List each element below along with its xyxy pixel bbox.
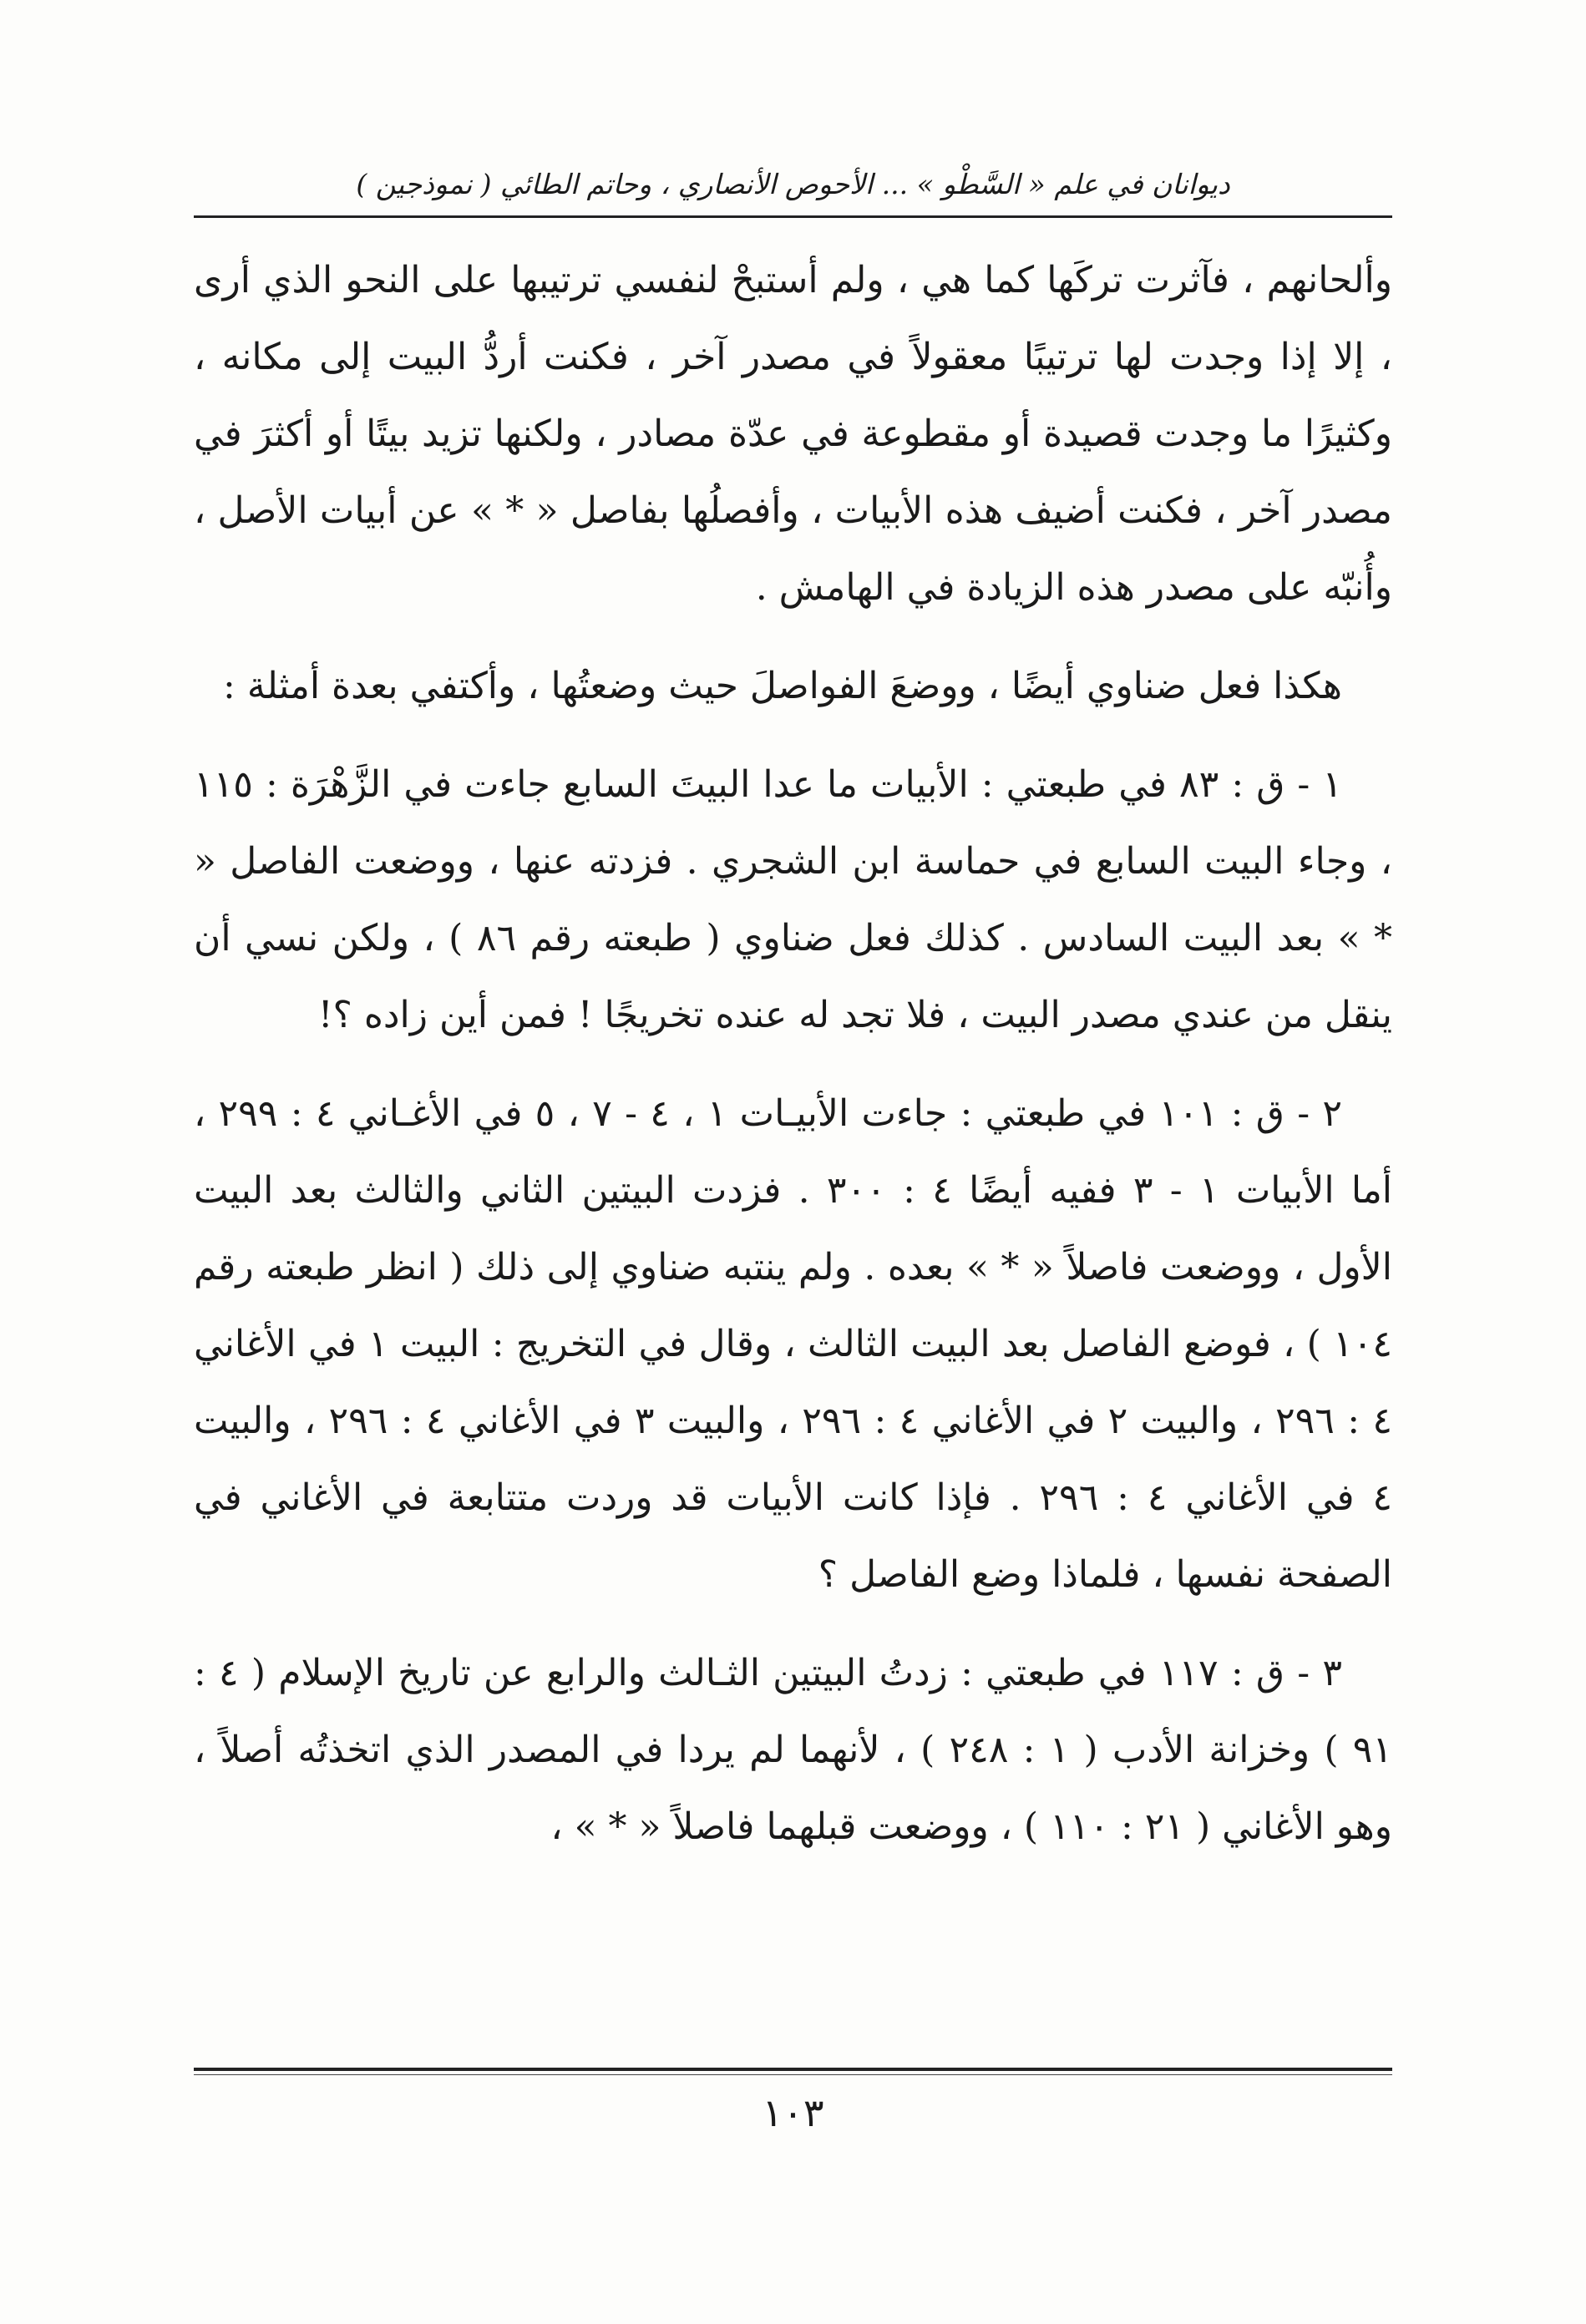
paragraph-continuation: وألحانهم ، فآثرت تركَها كما هي ، ولم أستبحْ لنفسي ترتيبها على النحو الذي أرى ، إلا إذا وجدت لها ترتيبًا معقولاً في مصدر آخر ، فكنت أردُّ البيت إلى مكانه ، وكثيرًا ما وجدت قصيدة أو مقطوعة في عدّة مصادر ، ولكنها تزيد بيتًا أو أكثرَ في مصدر آخر ، فكنت أضيف هذه الأبيات ، وأفصلُها بفاصل « * » عن أبيات الأصل ، وأُنبّه على مصدر هذه الزيادة في الهامش . [194,259,1392,609]
footer-divider [194,2068,1392,2071]
paragraph-example-3: ٣ - ق : ١١٧ في طبعتي : زدتُ البيتين الثـالث والرابع عن تاريخ الإسلام ( ٤ : ٩١ ) وخزانة الأدب ( ١ : ٢٤٨ ) ، لأنهما لم يردا في المصدر الذي اتخذتُه أصلاً ، وهو الأغاني ( ٢١ : ١١٠ ) ، ووضعت قبلهما فاصلاً « * » ، [194,1652,1393,1848]
paragraph-intro: هكذا فعل ضناوي أيضًا ، ووضعَ الفواصلَ حيث وضعتُها ، وأكتفي بعدة أمثلة : [223,665,1342,707]
paragraph-example-1: ١ - ق : ٨٣ في طبعتي : الأبيات ما عدا البيتَ السابع جاءت في الزَّهْرَة : ١١٥ ، وجاء البيت السابع في حماسة ابن الشجري . فزدته عنها ، ووضعت الفاصل « * » بعد البيت السادس . كذلك فعل ضناوي ( طبعته رقم ٨٦ ) ، ولكن نسي أن ينقل من عندي مصدر البيت ، فلا تجد له عنده تخريجًا ! فمن أين زاده ؟! [194,763,1392,1036]
page-number: ١٠٣ [762,2090,824,2135]
paragraph-example-2: ٢ - ق : ١٠١ في طبعتي : جاءت الأبيـات ١ ، ٤ - ٧ ، ٥ في الأغـاني ٤ : ٢٩٩ ، أما الأبيات ١ - ٣ ففيه أيضًا ٤ : ٣٠٠ . فزدت البيتين الثاني والثالث بعد البيت الأول ، ووضعت فاصلاً « * » بعده . ولم ينتبه ضناوي إلى ذلك ( انظر طبعته رقم ١٠٤ ) ، فوضع الفاصل بعد البيت الثالث ، وقال في التخريج : البيت ١ في الأغاني ٤ : ٢٩٦ ، والبيت ٢ في الأغاني ٤ : ٢٩٦ ، والبيت ٣ في الأغاني ٤ : ٢٩٦ ، والبيت ٤ في الأغاني ٤ : ٢٩٦ . فإذا كانت الأبيات قد وردت متتابعة في الأغاني في الصفحة نفسها ، فلماذا وضع الفاصل ؟ [194,1092,1393,1596]
header-divider [194,215,1392,218]
footer-divider-thin [194,2074,1392,2075]
body-text [194,242,1392,1866]
running-header: ديوانان في علم « السَّطْو » ... الأحوص الأنصاري ، وحاتم الطائي ( نموذجين ) [356,168,1230,200]
